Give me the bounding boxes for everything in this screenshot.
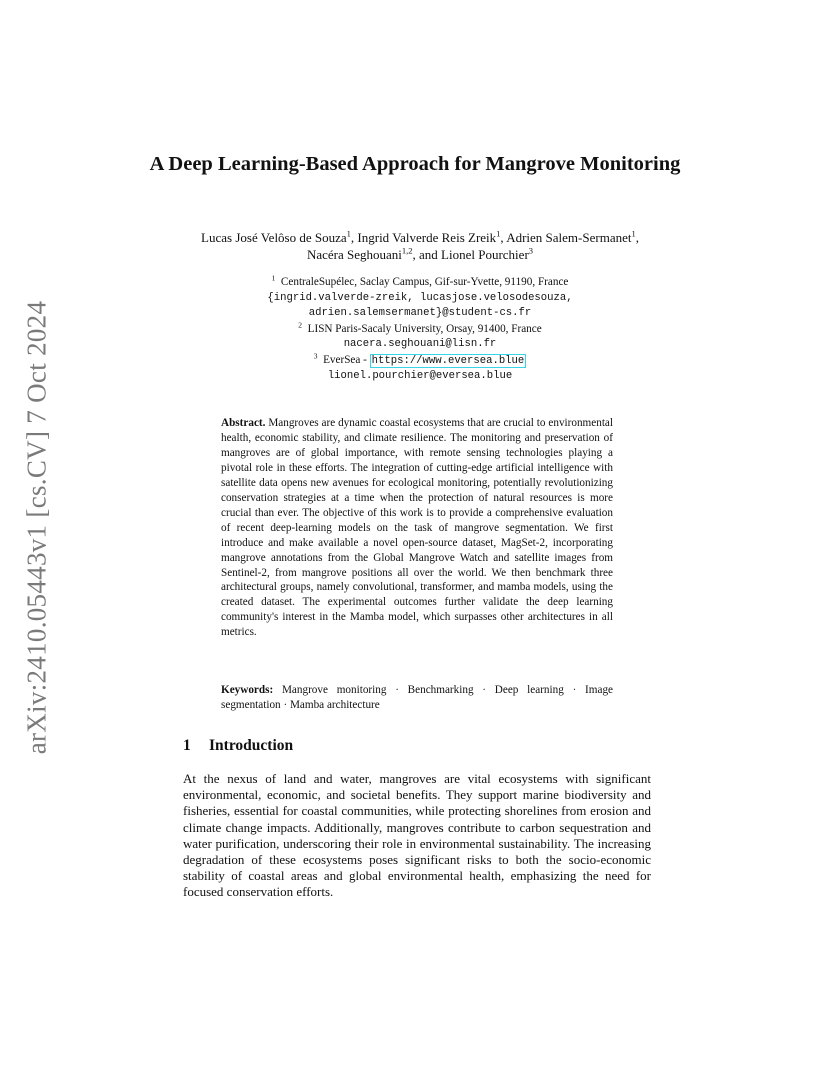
affiliation-1: [180, 275, 660, 291]
affiliation-3-text: EverSea -: [323, 353, 370, 366]
affiliation-1-mark: 1: [271, 273, 276, 283]
affiliation-1-text: CentraleSupélec, Saclay Campus, Gif-sur-Yvette, 91190, France: [280, 276, 569, 288]
author-separator: , and: [412, 247, 442, 262]
affiliation-3-email: lionel.pourchier@eversea.blue: [327, 370, 513, 382]
abstract-label: Abstract.: [221, 417, 266, 429]
author-separator: ,: [500, 230, 507, 245]
author: Lucas José Velôso de Souza: [201, 230, 347, 245]
section-number: 1: [183, 737, 191, 754]
eversea-url-link[interactable]: https://www.eversea.blue: [371, 354, 525, 367]
section-title: Introduction: [209, 737, 294, 754]
affiliation-3-mark: 3: [313, 350, 318, 360]
keywords-label: Keywords:: [221, 684, 274, 696]
abstract-text: Mangroves are dynamic coastal ecosystems that are crucial to environmental health, economic stability, and climate resilience. The monitoring and preservation of mangroves are of global importance, with remote sensing technologies playing a pivotal role in these efforts. The integration of cutting-edge artificial intelligence with satellite data opens new avenues for ecological monitoring, potentially revolutionizing conservation strategies at a time when the protection of natural resources is more crucial than ever. The objective of this work is to provide a comprehensive evaluation of recent deep-learning models on the task of mangrove segmentation. We first introduce and make available a novel open-source dataset, MagSet-2, incorporating mangrove annotations from the Global Mangrove Watch and satellite images from Sentinel-2, from mangrove positions all over the world. We then benchmark three architectural groups, namely convolutional, transformer, and mamba models, using the created dataset. The experimental outcomes further validate the deep learning community's interest in the Mamba model, which surpasses other architectures in all metrics.: [221, 417, 614, 639]
author-affiliation-mark: 1: [496, 228, 501, 239]
author-affiliation-mark: 3: [528, 245, 534, 256]
author: Ingrid Valverde Reis Zreik: [357, 230, 497, 245]
affiliation-3: [180, 350, 660, 370]
affiliation-2-text: LISN Paris-Sacaly University, Orsay, 91400, France: [307, 322, 542, 335]
section-heading-introduction: [183, 737, 293, 755]
affiliation-1-email-line-1: {ingrid.valverde-zreik, lucasjose.velosodesouza,: [267, 291, 573, 304]
arxiv-identifier-stamp: [12, 297, 62, 757]
author: Nacéra Seghouani: [306, 247, 402, 262]
affiliation-2-email: nacera.seghouani@lisn.fr: [343, 338, 497, 350]
abstract: [221, 416, 613, 640]
author-separator: ,: [350, 230, 358, 245]
author-affiliation-mark: 1: [346, 228, 351, 239]
keywords-text: Mangrove monitoring · Benchmarking · Deep learning · Image segmentation · Mamba architecture: [221, 684, 614, 711]
affiliation-1-email-line-2: adrien.salemsermanet}@student-cs.fr: [308, 307, 532, 319]
affiliation-2-mark: 2: [298, 319, 303, 329]
author-separator: ,: [635, 230, 639, 245]
paper-title: A Deep Learning-Based Approach for Mangrove Monitoring: [149, 153, 681, 175]
introduction-text: At the nexus of land and water, mangroves are vital ecosystems with significant environmental, economic, and societal benefits. They support marine biodiversity and fisheries, essential for coastal communities, while protecting shorelines from erosion and climate change impacts. Additionally, mangroves contribute to carbon sequestration and water purification, underscoring their role in environmental sustainability. The increasing degradation of these ecosystems poses significant risks to both the socio-economic stability of coastal areas and global environmental health, emphasizing the need for focused conservation efforts.: [183, 771, 651, 900]
author-affiliation-mark: 1: [631, 228, 636, 239]
keywords: [221, 683, 613, 713]
author-list: [200, 229, 640, 263]
arxiv-identifier-text: arXiv:2410.05443v1 [cs.CV] 7 Oct 2024: [21, 300, 52, 754]
introduction-paragraph: [183, 771, 651, 901]
author: Adrien Salem-Sermanet: [506, 230, 632, 245]
author: Lionel Pourchier: [441, 247, 529, 262]
affiliation-2: [180, 319, 660, 338]
author-affiliation-mark: 1,2: [401, 245, 413, 256]
affiliation-block: [180, 275, 660, 385]
